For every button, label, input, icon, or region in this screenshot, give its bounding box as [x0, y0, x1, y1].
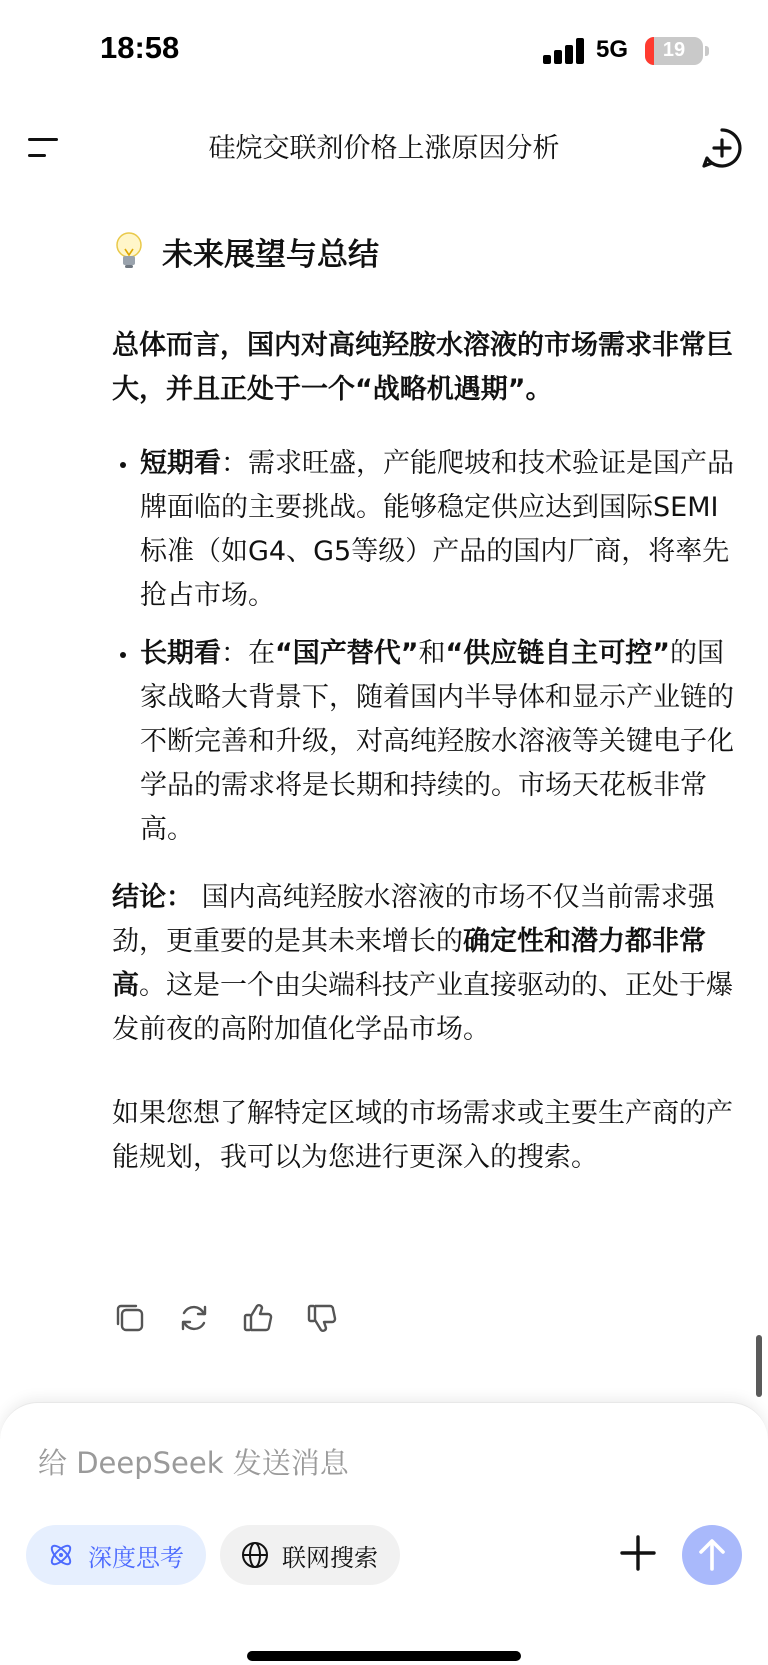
deep-think-toggle[interactable]: [26, 1525, 206, 1585]
bullet-text: 在: [248, 638, 275, 669]
bullet-emphasis: “国产替代”: [275, 638, 419, 669]
web-search-label: 联网搜索: [282, 1543, 378, 1572]
summary-paragraph: 总体而言，国内对高纯羟胺水溶液的市场需求非常巨大，并且正处于一个“战略机遇期”。: [112, 330, 733, 405]
message-composer: [0, 1402, 768, 1665]
deep-think-label: 深度思考: [88, 1543, 184, 1572]
conclusion-label: 结论：: [112, 882, 193, 913]
battery-level: 19: [662, 39, 686, 61]
chat-header: [0, 110, 768, 180]
home-indicator: [247, 1651, 521, 1661]
thumbs-down-icon[interactable]: [304, 1300, 340, 1336]
bullet-dot: [120, 652, 126, 658]
message-input[interactable]: 给 DeepSeek 发送消息: [38, 1446, 349, 1480]
bullet-text: 的国家战略大背景下，随着国内半导体和显示产业链的不断完善和升级，对高纯羟胺水溶液等关键电子化学品的需求将是长期和持续的。市场天花板非常高。: [140, 638, 734, 845]
section-heading: [112, 218, 742, 284]
list-item: [112, 442, 742, 618]
bullet-text: 需求旺盛，产能爬坡和技术验证是国产品牌面临的主要挑战。能够稳定供应达到国际SEMI标准（如G4、G5等级）产品的国内厂商，将率先抢占市场。: [140, 448, 734, 611]
offer-paragraph: 如果您想了解特定区域的市场需求或主要生产商的产能规划，我可以为您进行更深入的搜索。: [112, 1098, 733, 1173]
new-chat-icon[interactable]: [700, 126, 744, 170]
bullet-dot: [120, 462, 126, 468]
status-bar: [0, 0, 768, 100]
globe-icon: [240, 1540, 270, 1570]
copy-icon[interactable]: [112, 1300, 148, 1336]
conclusion-text: 国内高纯羟胺水溶液的市场不仅当前需求强劲，更重要的是其未来增长的: [112, 882, 715, 957]
bullet-emphasis: “供应链自主可控”: [445, 638, 670, 669]
list-item: [112, 632, 742, 852]
light-bulb-icon: [112, 231, 146, 271]
message-actions: [112, 1300, 340, 1344]
bullet-list: [112, 442, 742, 852]
bullet-text: 和: [418, 638, 446, 669]
thumbs-up-icon[interactable]: [240, 1300, 276, 1336]
conclusion-text: 。这是一个由尖端科技产业直接驱动的、正处于爆发前夜的高附加值化学品市场。: [112, 970, 733, 1045]
chat-title[interactable]: 硅烷交联剂价格上涨原因分析: [208, 133, 560, 164]
bullet-separator: ：: [221, 448, 248, 479]
status-time: 18:58: [100, 30, 180, 65]
regenerate-icon[interactable]: [176, 1300, 212, 1336]
sidebar-menu-button[interactable]: [22, 130, 66, 164]
bullet-separator: ：: [221, 638, 248, 669]
attach-plus-icon[interactable]: [616, 1531, 660, 1575]
battery-icon: [645, 37, 703, 65]
network-label: 5G: [596, 36, 629, 63]
bullet-label: 长期看: [140, 638, 221, 669]
bullet-label: 短期看: [140, 448, 221, 479]
signal-icon: [543, 38, 585, 64]
section-title-text: 未来展望与总结: [162, 236, 379, 273]
send-button[interactable]: [682, 1525, 742, 1585]
scrollbar[interactable]: [756, 1335, 762, 1397]
web-search-toggle[interactable]: [220, 1525, 400, 1585]
conclusion-paragraph: [112, 876, 742, 1052]
battery-cap: [705, 46, 709, 56]
atom-icon: [46, 1540, 76, 1570]
arrow-up-icon: [682, 1525, 742, 1585]
assistant-message: [112, 218, 742, 1180]
conclusion-emphasis: 确定性和潜力都非常高: [112, 926, 706, 1001]
